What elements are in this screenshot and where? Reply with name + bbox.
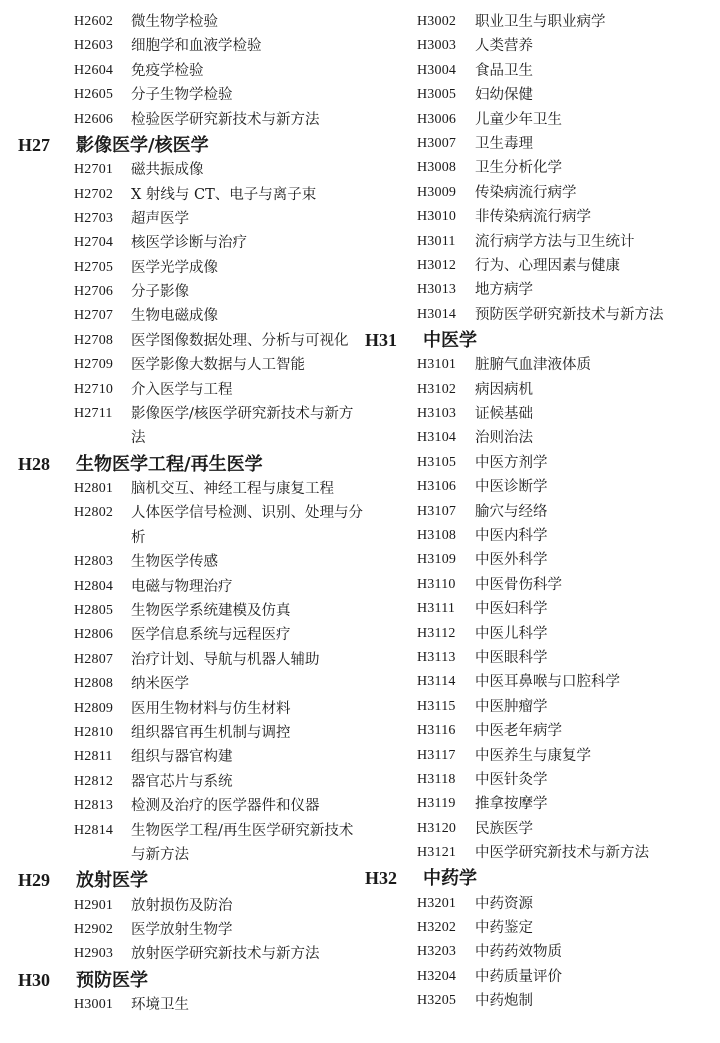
item-code: H3008	[417, 160, 457, 176]
list-item	[365, 353, 715, 377]
item-label: 核医学诊断与治疗	[131, 235, 247, 252]
list-item	[18, 83, 363, 107]
item-label: 职业卫生与职业病学	[475, 14, 606, 30]
item-label: X 射线与 CT、电子与离子束	[131, 186, 317, 203]
item-label: 中医外科学	[475, 552, 548, 569]
section-heading	[18, 968, 363, 993]
item-label: 中药炮制	[475, 993, 533, 1010]
item-label: 中医耳鼻喉与口腔科学	[475, 674, 620, 691]
item-label: 治疗计划、导航与机器人辅助	[131, 651, 320, 668]
item-label: 电磁与物理治疗	[131, 578, 233, 595]
list-item	[18, 697, 363, 721]
list-item	[18, 59, 363, 83]
item-label: 影像医学/核医学研究新技术与新方法	[131, 406, 354, 447]
item-label: 生物电磁成像	[131, 308, 218, 325]
item-code: H2603	[74, 38, 114, 54]
item-code: H2711	[74, 406, 113, 422]
item-code: H2901	[74, 897, 114, 913]
list-item	[18, 794, 363, 818]
item-label: 中药药效物质	[475, 944, 562, 961]
list-item	[365, 989, 715, 1013]
item-code: H3102	[417, 381, 457, 397]
list-item	[365, 548, 715, 572]
item-label: 传染病流行病学	[475, 184, 577, 201]
item-code: H2806	[74, 627, 114, 643]
item-label: 中药鉴定	[475, 920, 533, 937]
section-code: H31	[365, 330, 398, 351]
list-item	[18, 477, 363, 501]
item-code: H2701	[74, 162, 114, 178]
item-code: H2804	[74, 578, 114, 594]
section-title: 预防医学	[76, 969, 148, 991]
item-code: H3113	[417, 649, 456, 665]
item-label: 人类营养	[475, 38, 533, 55]
item-label: 中医肿瘤学	[475, 698, 548, 715]
list-item	[365, 965, 715, 989]
list-item	[18, 623, 363, 647]
item-code: H3116	[417, 723, 456, 739]
list-item	[365, 181, 715, 205]
section-code: H32	[365, 868, 398, 889]
list-item	[365, 768, 715, 792]
item-code: H3104	[417, 430, 457, 446]
item-code: H3108	[417, 528, 457, 543]
item-label: 腧穴与经络	[475, 503, 548, 520]
item-code: H2814	[74, 822, 114, 838]
item-label: 中医诊断学	[475, 479, 548, 496]
list-item	[18, 353, 363, 377]
list-item	[365, 34, 715, 58]
item-label: 行为、心理因素与健康	[475, 257, 620, 274]
list-item	[18, 745, 363, 769]
item-label: 环境卫生	[131, 996, 189, 1013]
item-code: H3106	[417, 479, 457, 495]
item-code: H3002	[417, 14, 457, 29]
list-item	[365, 916, 715, 940]
item-label: 中医养生与康复学	[475, 747, 591, 764]
item-code: H2811	[74, 749, 113, 765]
item-code: H3012	[417, 257, 457, 273]
list-item	[365, 451, 715, 475]
list-item	[365, 940, 715, 964]
item-label: 检测及治疗的医学器件和仪器	[131, 798, 320, 815]
left-column	[18, 10, 363, 1017]
item-label: 生物医学工程/再生医学研究新技术与新方法	[131, 822, 354, 863]
list-item	[365, 573, 715, 597]
item-label: 中医内科学	[475, 528, 548, 544]
item-label: 中医眼科学	[475, 649, 548, 666]
list-item	[365, 278, 715, 302]
list-item	[365, 695, 715, 719]
item-code: H3119	[417, 796, 456, 812]
list-item	[365, 83, 715, 107]
list-item	[18, 918, 363, 942]
item-label: 中药资源	[475, 895, 533, 912]
list-item	[365, 205, 715, 229]
item-label: 生物医学系统建模及仿真	[131, 603, 291, 619]
list-item	[365, 744, 715, 768]
list-item	[365, 719, 715, 743]
item-code: H2902	[74, 921, 114, 937]
item-code: H3111	[417, 601, 456, 617]
section-heading	[18, 868, 363, 893]
item-label: 中医学研究新技术与新方法	[475, 845, 649, 862]
list-item	[365, 132, 715, 156]
item-label: 组织与器官构建	[131, 749, 233, 766]
item-label: 治则治法	[475, 430, 533, 447]
item-code: H2801	[74, 481, 114, 497]
item-label: 证候基础	[475, 406, 533, 423]
item-label: 卫生毒理	[475, 135, 533, 152]
item-label: 超声医学	[131, 210, 189, 227]
section-title: 放射医学	[76, 870, 148, 892]
list-item	[365, 622, 715, 646]
list-item	[18, 550, 363, 574]
item-label: 医学图像数据处理、分析与可视化	[131, 332, 349, 349]
list-item	[365, 230, 715, 254]
item-label: 生物医学传感	[131, 554, 218, 571]
list-item	[365, 597, 715, 621]
item-code: H3107	[417, 503, 457, 519]
item-label: 放射医学研究新技术与新方法	[131, 946, 320, 963]
item-code: H3004	[417, 62, 457, 78]
list-item	[18, 108, 363, 132]
item-label: 磁共振成像	[131, 162, 204, 179]
section-heading	[18, 133, 363, 158]
list-item	[18, 672, 363, 696]
item-label: 医学放射生物学	[131, 921, 233, 938]
list-item	[365, 524, 715, 548]
item-code: H3003	[417, 38, 457, 54]
list-item	[365, 426, 715, 450]
item-code: H2810	[74, 724, 114, 740]
item-code: H2812	[74, 773, 114, 789]
list-item	[365, 792, 715, 816]
list-item	[18, 329, 363, 353]
section-heading	[365, 866, 715, 891]
list-item	[18, 10, 363, 34]
item-code: H3115	[417, 698, 456, 714]
item-code: H3014	[417, 306, 457, 322]
item-code: H3202	[417, 920, 457, 936]
item-code: H3006	[417, 111, 457, 127]
list-item	[18, 648, 363, 672]
item-label: 中药质量评价	[475, 968, 562, 985]
list-item	[18, 894, 363, 918]
list-item	[18, 770, 363, 794]
item-code: H2602	[74, 14, 114, 29]
list-item	[18, 575, 363, 599]
list-item	[365, 475, 715, 499]
item-code: H2709	[74, 357, 114, 373]
list-item	[18, 819, 363, 868]
item-label: 医学影像大数据与人工智能	[131, 357, 305, 374]
item-label: 放射损伤及防治	[131, 897, 233, 914]
item-code: H2707	[74, 308, 114, 324]
item-code: H3009	[417, 184, 457, 200]
list-item	[18, 501, 363, 550]
item-label: 免疫学检验	[131, 62, 204, 79]
list-item	[18, 378, 363, 402]
item-code: H2703	[74, 210, 114, 226]
item-code: H3109	[417, 552, 457, 568]
section-title: 中药学	[423, 868, 477, 890]
section-title: 生物医学工程/再生医学	[76, 453, 263, 475]
item-code: H2710	[74, 381, 114, 397]
list-item	[18, 34, 363, 58]
item-code: H3005	[417, 87, 457, 103]
item-code: H2809	[74, 700, 114, 716]
section-code: H30	[18, 969, 51, 990]
item-label: 中医儿科学	[475, 625, 548, 642]
item-label: 流行病学方法与卫生统计	[475, 233, 635, 250]
item-label: 中医针灸学	[475, 771, 548, 788]
item-label: 脏腑气血津液体质	[475, 357, 591, 374]
list-item	[18, 721, 363, 745]
list-item	[365, 378, 715, 402]
list-item	[365, 892, 715, 916]
item-code: H2705	[74, 259, 114, 275]
item-code: H3101	[417, 357, 457, 373]
item-label: 医用生物材料与仿生材料	[131, 700, 291, 717]
item-label: 器官芯片与系统	[131, 773, 233, 790]
item-label: 预防医学研究新技术与新方法	[475, 306, 664, 323]
item-code: H2807	[74, 651, 114, 667]
item-code: H3205	[417, 993, 457, 1009]
list-item	[18, 993, 363, 1017]
list-item	[365, 303, 715, 327]
item-code: H3112	[417, 625, 456, 641]
section-heading	[365, 328, 715, 353]
item-label: 非传染病流行病学	[475, 209, 591, 226]
item-code: H3201	[417, 895, 457, 911]
item-code: H3118	[417, 771, 456, 787]
list-item	[365, 402, 715, 426]
section-code: H27	[18, 134, 51, 155]
list-item	[18, 599, 363, 623]
list-item	[365, 156, 715, 180]
list-item	[365, 841, 715, 865]
item-code: H3203	[417, 944, 457, 960]
section-heading	[18, 452, 363, 477]
item-label: 介入医学与工程	[131, 381, 233, 398]
item-label: 推拿按摩学	[475, 796, 548, 813]
item-label: 中医妇科学	[475, 601, 548, 618]
item-label: 医学信息系统与远程医疗	[131, 627, 291, 644]
item-label: 微生物学检验	[131, 14, 218, 30]
item-code: H2805	[74, 603, 114, 618]
item-label: 儿童少年卫生	[475, 111, 562, 128]
section-code: H28	[18, 453, 51, 474]
item-label: 中医方剂学	[475, 454, 548, 471]
list-item	[18, 183, 363, 207]
item-code: H2708	[74, 332, 114, 348]
list-item	[18, 158, 363, 182]
item-label: 地方病学	[475, 282, 533, 299]
section-code: H29	[18, 870, 51, 891]
list-item	[365, 10, 715, 34]
item-label: 医学光学成像	[131, 259, 218, 276]
item-code: H3204	[417, 968, 457, 984]
list-item	[18, 402, 363, 451]
item-code: H3013	[417, 282, 457, 298]
list-item	[365, 817, 715, 841]
item-code: H2704	[74, 235, 114, 251]
item-label: 分子生物学检验	[131, 87, 233, 104]
item-label: 中医老年病学	[475, 723, 562, 740]
item-code: H2903	[74, 946, 114, 962]
item-code: H3121	[417, 845, 457, 861]
item-code: H3011	[417, 233, 456, 249]
item-label: 检验医学研究新技术与新方法	[131, 111, 320, 128]
item-label: 组织器官再生机制与调控	[131, 724, 291, 741]
item-code: H3010	[417, 209, 457, 225]
item-code: H3117	[417, 747, 456, 763]
item-code: H2706	[74, 284, 114, 300]
item-code: H2813	[74, 798, 114, 814]
item-label: 妇幼保健	[475, 87, 533, 104]
item-code: H3105	[417, 454, 457, 470]
item-code: H3120	[417, 820, 457, 836]
list-item	[365, 646, 715, 670]
item-code: H3103	[417, 406, 457, 422]
list-item	[365, 500, 715, 524]
item-code: H2702	[74, 186, 114, 202]
item-code: H2604	[74, 62, 114, 78]
list-item	[18, 304, 363, 328]
list-item	[365, 254, 715, 278]
right-column	[365, 10, 715, 1014]
list-item	[18, 942, 363, 966]
list-item	[18, 256, 363, 280]
list-item	[365, 108, 715, 132]
item-code: H3114	[417, 674, 456, 690]
item-code: H3001	[74, 996, 114, 1012]
list-item	[18, 207, 363, 231]
item-label: 卫生分析化学	[475, 160, 562, 177]
item-code: H2802	[74, 505, 114, 521]
item-code: H2803	[74, 554, 114, 570]
item-label: 食品卫生	[475, 62, 533, 79]
list-item	[18, 231, 363, 255]
item-code: H3007	[417, 135, 457, 151]
item-label: 分子影像	[131, 284, 189, 301]
item-code: H2605	[74, 87, 114, 103]
list-item	[18, 280, 363, 304]
section-title: 影像医学/核医学	[76, 134, 209, 156]
item-label: 病因病机	[475, 381, 533, 398]
item-code: H2606	[74, 111, 114, 127]
item-label: 中医骨伤科学	[475, 576, 562, 593]
item-code: H3110	[417, 576, 456, 592]
item-code: H2808	[74, 676, 114, 692]
item-label: 脑机交互、神经工程与康复工程	[131, 481, 334, 498]
item-label: 细胞学和血液学检验	[131, 38, 262, 55]
item-label: 民族医学	[475, 820, 533, 837]
list-item	[365, 59, 715, 83]
item-label: 纳米医学	[131, 676, 189, 693]
section-title: 中医学	[423, 330, 477, 352]
item-label: 人体医学信号检测、识别、处理与分析	[131, 505, 363, 546]
list-item	[365, 670, 715, 694]
